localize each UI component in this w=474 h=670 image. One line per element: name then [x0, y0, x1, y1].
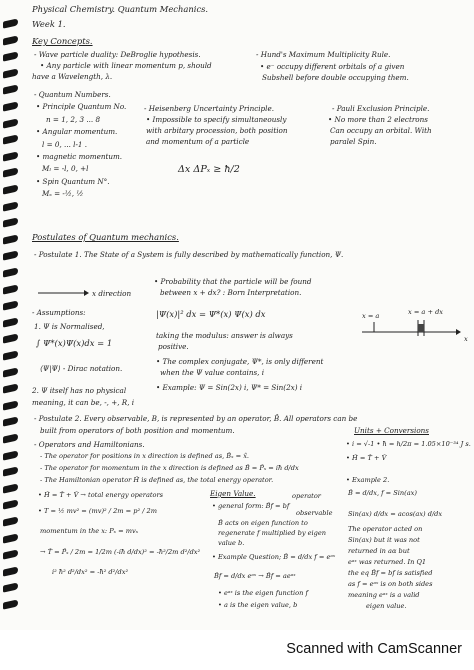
units-heading: Units + Conversions	[354, 426, 429, 435]
spiral-ring	[3, 334, 18, 344]
sketch-label-a-dx: x = a + dx	[408, 308, 444, 316]
spiral-ring	[3, 151, 18, 161]
pauli-line: paralel Spin.	[330, 137, 377, 146]
spiral-ring	[3, 384, 18, 394]
units-line: Sin(ax) d/dx = acos(ax) d/dx	[348, 510, 443, 518]
eigen-operator-note: operator	[292, 492, 321, 500]
eigen-line: B̂f = d/dx eᵃˣ → B̂f = aeᵃˣ	[214, 572, 296, 580]
assumption-line: - Assumptions:	[32, 308, 86, 317]
spiral-ring	[3, 450, 18, 460]
operators-line: • T = ½ mv² = (mv)² / 2m = p² / 2m	[38, 507, 157, 515]
eigen-line: • eᵃˣ is the eigen function f	[218, 589, 308, 597]
spiral-ring	[3, 566, 18, 576]
spiral-ring	[3, 218, 18, 228]
key-concepts-heading: Key Concepts.	[32, 36, 93, 46]
dirac-notation: ⟨Ψ|Ψ⟩ - Dirac notation.	[40, 364, 123, 373]
hund-line: Subshell before double occupying them.	[262, 73, 409, 82]
assumption-line: meaning, it can be, -, +, R, i	[32, 398, 135, 407]
quantum-numbers-line: - Quantum Numbers.	[34, 90, 111, 99]
sketch-label-x: x	[464, 335, 468, 343]
postulate-2-title: - Postulate 2. Every observable, B, is represented by an operator, B̂. All operators can be	[34, 414, 358, 423]
quantum-numbers-line: • magnetic momentum.	[36, 152, 123, 161]
uncertainty-equation: Δx ΔPₓ ≥ ħ/2	[178, 164, 240, 175]
operators-line: i² ħ² d²/dx² = -ħ² d²/dx²	[52, 568, 129, 576]
units-line: the eq B̂f = bf is satisfied	[348, 569, 433, 577]
operators-line: - Operators and Hamiltonians.	[34, 440, 145, 449]
assumption-line: 2. Ψ itself has no physical	[32, 386, 127, 395]
operators-line: - The operator for momentum in the x direction is defined as B̂ = P̂ₓ = iħ d/dx	[40, 464, 299, 472]
handwritten-notes	[26, 2, 471, 627]
spiral-ring	[3, 118, 18, 128]
operators-line: momentum in the x: Pₓ = mvₓ	[40, 527, 139, 535]
postulate-1-title: - Postulate 1. The State of a System is fully described by mathematically function, Ψ.	[34, 250, 344, 259]
camscanner-watermark: Scanned with CamScanner	[286, 641, 462, 657]
spiral-ring	[3, 68, 18, 78]
wave-particle-line: - Wave particle duality: DeBroglie hypothesis.	[34, 50, 201, 59]
postulate-2-title: built from operators of both position and momentum.	[40, 426, 235, 435]
spiral-ring	[3, 35, 18, 45]
heisenberg-line: and momentum of a particle	[146, 137, 250, 146]
pauli-line: Can occupy an orbital. With	[330, 126, 432, 135]
page-title: Physical Chemistry. Quantum Mechanics.	[32, 4, 209, 14]
units-line: as f = eᵃˣ is on both sides	[348, 580, 433, 588]
spiral-ring	[3, 184, 18, 194]
quantum-numbers-line: • Principle Quantum No.	[36, 102, 127, 111]
spiral-ring	[3, 483, 18, 493]
x-direction-label: x direction	[92, 289, 132, 298]
units-line: returned in aα but	[348, 547, 410, 555]
spiral-ring	[3, 135, 18, 145]
postulates-heading: Postulates of Quantum mechanics.	[32, 232, 179, 242]
wave-particle-line: have a Wavelength, λ.	[32, 72, 113, 81]
eigen-line: value b.	[218, 539, 245, 547]
operators-line: - The operator for positions in x direction is defined as, B̂ₓ = x̂.	[40, 452, 250, 460]
born-line: positive.	[158, 342, 189, 351]
born-line: taking the modulus: answer is always	[156, 331, 293, 340]
born-line: • The complex conjugate, Ψ*, is only different	[156, 357, 324, 366]
quantum-numbers-line: Mₛ = -½, ½	[42, 189, 84, 198]
assumption-line: 1. Ψ is Normalised,	[34, 322, 105, 331]
heisenberg-line: • Impossible to specify simultaneously	[146, 115, 287, 124]
spiral-ring	[3, 367, 18, 377]
born-line: when the Ψ value contains, i	[160, 368, 265, 377]
normalisation-equation: ∫ Ψ*(x)Ψ(x)dx = 1	[36, 338, 113, 348]
quantum-numbers-line: l = 0, ... l-1 .	[42, 140, 88, 149]
spiral-ring	[3, 284, 18, 294]
wave-particle-line: • Any particle with linear momentum p, should	[40, 61, 212, 70]
units-line: • Example 2.	[346, 476, 390, 484]
operators-line: • Ĥ = T̂ + V̂ → total energy operators	[38, 491, 164, 499]
spiral-ring	[3, 433, 18, 443]
units-line: B̂ = d/dx, f = Sin(ax)	[348, 489, 417, 497]
spiral-ring	[3, 85, 18, 95]
units-line: eigen value.	[366, 602, 407, 610]
operators-line: - The Hamiltonian operator Ĥ is defined as, the total energy operator.	[40, 476, 274, 484]
spiral-ring	[3, 599, 18, 609]
spiral-ring	[3, 18, 18, 28]
spiral-ring	[3, 400, 18, 410]
units-line: • Ĥ = T̂ + V̂	[346, 454, 387, 462]
pauli-line: - Pauli Exclusion Principle.	[332, 104, 430, 113]
spiral-ring	[3, 234, 18, 244]
spiral-ring	[3, 550, 18, 560]
quantum-numbers-line: n = 1, 2, 3 ... 8	[46, 115, 101, 124]
born-line: • Example: Ψ = Sin(2x) i, Ψ* = Sin(2x) i	[156, 383, 303, 392]
born-line: between x + dx? : Born Interpretation.	[160, 288, 302, 297]
spiral-ring	[3, 467, 18, 477]
spiral-ring	[3, 101, 18, 111]
eigen-line: • Example Question; B̂ = d/dx f = eᵃˣ	[212, 553, 336, 561]
week-label: Week 1.	[32, 19, 66, 29]
born-line: • Probability that the particle will be found	[154, 277, 312, 286]
spiral-ring	[3, 251, 18, 261]
units-line: • i = √-1 • ħ = h/2π = 1.05×10⁻³⁴ J s.	[346, 440, 471, 448]
spiral-ring	[3, 500, 18, 510]
pauli-line: • No more than 2 electrons	[328, 115, 428, 124]
spiral-ring	[3, 301, 18, 311]
eigen-line: • general form: B̂f = bf	[212, 502, 290, 510]
units-line: The operator acted on	[348, 525, 423, 533]
eigen-line: regenerate f multiplied by eigen	[218, 529, 327, 537]
spiral-ring	[3, 533, 18, 543]
quantum-numbers-line: Mₗ = -l, 0, +l	[42, 164, 89, 173]
eigen-line: • a is the eigen value, b	[218, 601, 298, 609]
heisenberg-line: with arbitary procession, both position	[146, 126, 288, 135]
units-line: Sin(ax) but it was not	[348, 536, 420, 544]
units-line: eᵃˣ was returned. In Q1	[348, 558, 427, 566]
spiral-ring	[3, 417, 18, 427]
spiral-ring	[3, 267, 18, 277]
spiral-ring	[3, 350, 18, 360]
spiral-ring	[3, 317, 18, 327]
hund-line: - Hund's Maximum Multiplicity Rule.	[256, 50, 391, 59]
units-line: meaning eᵃˣ is a valid	[348, 591, 420, 599]
spiral-ring	[3, 516, 18, 526]
spiral-ring	[3, 583, 18, 593]
spiral-ring	[3, 201, 18, 211]
heisenberg-line: - Heisenberg Uncertainty Principle.	[144, 104, 274, 113]
eigen-heading: Eigen Value.	[210, 489, 256, 498]
born-equation: |Ψ(x)|² dx = Ψ*(x) Ψ(x) dx	[156, 309, 266, 319]
quantum-numbers-line: • Angular momentum.	[36, 127, 118, 136]
hund-line: • e⁻ occupy different orbitals of a given	[260, 62, 405, 71]
spiral-ring	[3, 168, 18, 178]
eigen-line: B̂ acts on eigen function to	[218, 519, 308, 527]
sketch-label-a: x = a	[362, 312, 380, 320]
eigen-observable-note: observable	[296, 509, 333, 517]
spiral-binding	[3, 20, 19, 620]
spiral-ring	[3, 52, 18, 62]
quantum-numbers-line: • Spin Quantum N°.	[36, 177, 110, 186]
operators-line: → T̂ = P̂ₓ / 2m = 1/2m (-iħ d/dx)² = -ħ²/2m d²/dx²	[40, 548, 201, 556]
